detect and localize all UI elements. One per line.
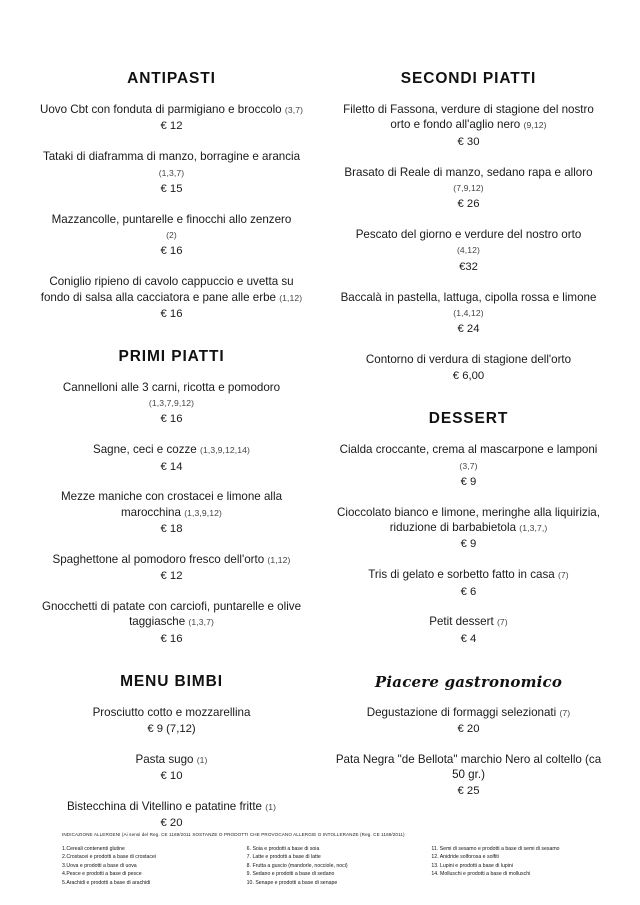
allergen-item: 14. Molluschi e prodotti a base di molluschi <box>431 871 531 878</box>
section-title-menu-bimbi: MENU BIMBI <box>120 672 223 690</box>
dish-price: € 15 <box>160 182 183 195</box>
dish-name: Coniglio ripieno di cavolo cappuccio e uvetta su fondo di salsa alla cacciatora e pane alle erbe (1,12) <box>40 275 303 304</box>
right-column <box>331 70 606 825</box>
allergen-item: 6. Soia e prodotti a base di soia <box>246 845 320 852</box>
section-menu-bimbi <box>34 673 309 832</box>
section-title-piacere-gastronomico: Piacere gastronomico <box>374 672 563 691</box>
dish-name: Degustazione di formaggi selezionati (7) <box>366 705 571 719</box>
dish-price: € 30 <box>457 135 480 148</box>
dish-price: € 4 <box>460 632 477 645</box>
allergen-ref: (1,3,7,9,12) <box>148 398 195 408</box>
dish-price: € 10 <box>160 770 183 783</box>
dish-name: Baccalà in pastella, lattuga, cipolla rossa e limone (1,4,12) <box>340 290 597 318</box>
dish-name: Brasato di Reale di manzo, sedano rapa e alloro (7,9,12) <box>344 165 593 193</box>
allergen-column-1 <box>62 845 237 887</box>
allergen-item: 1.Cereali contenenti glutine <box>62 845 125 852</box>
allergen-ref: (1) <box>196 754 208 765</box>
menu-item <box>34 599 309 647</box>
menu-item <box>331 705 606 737</box>
section-title-antipasti: ANTIPASTI <box>127 70 216 87</box>
dish-name: Petit dessert (7) <box>429 615 508 629</box>
menu-item <box>331 165 606 213</box>
allergen-footer <box>62 832 606 887</box>
dish-price: € 26 <box>457 198 480 211</box>
allergen-item: 8. Frutta a guscio (mandorle, nocciole, noci) <box>246 862 348 869</box>
menu-item <box>34 799 309 831</box>
menu-item <box>34 442 309 474</box>
menu-item <box>331 102 606 150</box>
menu-item <box>331 442 606 490</box>
menu-item <box>34 149 309 197</box>
dish-name: Cannelloni alle 3 carni, ricotta e pomodoro (1,3,7,9,12) <box>62 380 281 408</box>
dish-price: € 9 <box>460 538 477 551</box>
menu-item <box>331 352 606 384</box>
allergen-ref: (1,3,9,12,14) <box>199 445 251 456</box>
allergen-ref: (1,3,7) <box>158 167 185 178</box>
allergen-ref: (1,12) <box>267 554 291 565</box>
section-title-primi: PRIMI PIATTI <box>118 347 225 365</box>
allergen-item: 9. Sedano e prodotti a base di sedano <box>246 871 335 878</box>
allergen-ref: (7) <box>496 617 508 628</box>
allergen-item: 3.Uova e prodotti a base di uova <box>62 862 137 869</box>
menu-item <box>34 752 309 784</box>
allergen-ref: (7,9,12) <box>453 182 484 193</box>
dish-price: € 6,00 <box>452 370 485 383</box>
section-secondi <box>331 70 606 384</box>
dish-price: € 9 (7,12) <box>147 722 196 735</box>
menu-columns <box>34 70 606 857</box>
dish-price: € 20 <box>457 722 480 735</box>
allergen-column-2 <box>247 845 422 887</box>
dish-price: € 16 <box>160 632 183 645</box>
section-title-secondi: SECONDI PIATTI <box>400 70 537 87</box>
menu-item <box>331 227 606 275</box>
menu-item <box>34 552 309 584</box>
dish-name: Contorno di verdura di stagione dell'orto <box>365 353 572 366</box>
section-antipasti <box>34 70 309 322</box>
allergen-item: 7. Latte e prodotti a base di latte <box>246 854 321 861</box>
allergen-ref: (7) <box>559 707 571 718</box>
allergen-ref: (4,12) <box>456 245 481 256</box>
allergen-item: 5.Arachidi e prodotti a base di arachidi <box>62 879 151 886</box>
dish-price: € 25 <box>457 785 480 798</box>
dish-name: Gnocchetti di patate con carciofi, puntarelle e olive taggiasche (1,3,7) <box>41 600 302 629</box>
menu-item <box>34 380 309 428</box>
menu-item <box>34 489 309 537</box>
dish-price: € 12 <box>160 120 183 133</box>
dish-price: €32 <box>459 260 478 273</box>
menu-item <box>331 567 606 599</box>
dish-price: € 12 <box>160 570 183 583</box>
dish-name: Tataki di diaframma di manzo, borragine e arancia (1,3,7) <box>42 150 301 178</box>
dish-name: Pescato del giorno e verdure del nostro orto (4,12) <box>355 228 582 256</box>
allergen-column-3 <box>431 845 606 887</box>
dish-price: € 16 <box>160 307 183 320</box>
allergen-item: 12. Anidride solforosa e solfiti <box>431 854 499 861</box>
allergen-ref: (2) <box>166 230 177 240</box>
dish-name: Sagne, ceci e cozze (1,3,9,12,14) <box>92 443 251 457</box>
allergen-ref: (3,7) <box>459 460 478 471</box>
allergen-item: 13. Lupini e prodotti a base di lupini <box>431 862 513 869</box>
dish-price: € 20 <box>160 817 183 830</box>
dish-name: Pata Negra "de Bellota" marchio Nero al coltello (ca 50 gr.) <box>335 752 602 782</box>
section-piacere-gastronomico <box>331 673 606 800</box>
dish-name: Prosciutto cotto e mozzarellina <box>92 705 251 719</box>
allergen-ref: (9,12) <box>523 120 547 131</box>
dish-price: € 16 <box>160 413 183 426</box>
dish-name: Cialda croccante, crema al mascarpone e lamponi (3,7) <box>339 443 598 471</box>
allergen-ref: (1) <box>265 802 277 813</box>
dish-price: € 24 <box>457 323 480 336</box>
allergen-ref: (3,7) <box>284 105 304 115</box>
section-title-dessert: DESSERT <box>428 410 509 428</box>
allergen-item: 10. Senape e prodotti a base di senape <box>246 879 338 886</box>
menu-item <box>331 752 606 800</box>
dish-name: Cioccolato bianco e limone, meringhe alla liquirizia, riduzione di barbabietola (1,3,7,) <box>337 505 600 534</box>
dish-name: Bistecchina di Vitellino e patatine fritte (1) <box>66 800 277 814</box>
section-primi <box>34 348 309 647</box>
dish-price: € 18 <box>160 523 183 535</box>
allergen-item: 2.Crostacei e prodotti a base di crostacei <box>62 854 157 861</box>
menu-item <box>34 274 309 322</box>
dish-name: Mezze maniche con crostacei e limone alla marocchina (1,3,9,12) <box>60 490 283 519</box>
dish-price: € 9 <box>460 475 477 488</box>
dish-price: € 16 <box>160 245 183 258</box>
dish-price: € 6 <box>460 585 477 598</box>
allergen-item: 11. Semi di sesamo e prodotti a base di semi di sesamo <box>431 845 560 852</box>
menu-item <box>331 614 606 646</box>
dish-name: Uovo Cbt con fonduta di parmigiano e broccolo (3,7) <box>39 103 304 116</box>
allergen-ref: (1,3,7) <box>188 617 214 628</box>
allergen-ref: (7) <box>557 570 569 581</box>
dish-name: Mazzancolle, puntarelle e finocchi allo zenzero (2) <box>51 212 292 240</box>
section-dessert <box>331 410 606 646</box>
menu-item <box>34 102 309 134</box>
allergen-list <box>62 845 606 887</box>
dish-price: € 14 <box>160 460 183 473</box>
left-column <box>34 70 309 857</box>
dish-name: Filetto di Fassona, verdure di stagione del nostro orto e fondo all'aglio nero (9,12) <box>343 103 594 132</box>
allergen-ref: (1,12) <box>279 292 303 303</box>
dish-name: Spaghettone al pomodoro fresco dell'orto (1,12) <box>52 552 291 566</box>
dish-name: Pasta sugo (1) <box>135 752 208 766</box>
menu-item <box>34 705 309 737</box>
allergen-ref: (1,3,7,) <box>519 523 548 533</box>
menu-item <box>331 505 606 553</box>
menu-item <box>331 290 606 338</box>
allergen-item: 4.Pesce e prodotti a base di pesce <box>62 871 142 878</box>
menu-item <box>34 212 309 260</box>
allergen-note: INDICAZIONE ALLERGENI (Ai sensi del Reg. CE 1169/2011 SOSTANZE O PRODOTTI CHE PROVOCANO ALLERGIE O INTOLLERANZE (Reg. CE 1169/2011) <box>62 831 405 837</box>
dish-name: Tris di gelato e sorbetto fatto in casa (7) <box>368 568 569 582</box>
allergen-ref: (1,4,12) <box>453 307 484 318</box>
allergen-ref: (1,3,9,12) <box>184 507 222 518</box>
